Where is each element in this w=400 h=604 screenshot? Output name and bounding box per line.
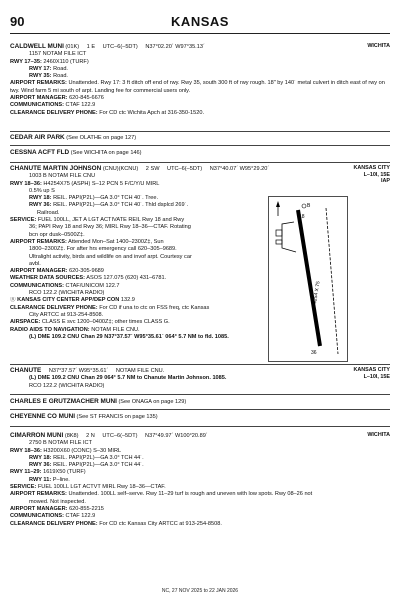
airport-name[interactable]: CALDWELL MUNI <box>10 43 64 50</box>
entry-cedar: CEDAR AIR PARK (See OLATHE on page 127) <box>10 134 137 141</box>
divider <box>10 409 390 410</box>
page-footer: NC, 27 NOV 2025 to 22 JAN 2026 <box>161 588 239 594</box>
divider <box>10 131 390 132</box>
beacon-icon <box>302 204 306 208</box>
r-symbol-icon: Ⓡ <box>10 297 16 304</box>
airport-name[interactable]: CIMARRON MUNI <box>10 432 64 439</box>
building <box>276 240 282 244</box>
page-header <box>10 14 390 30</box>
divider <box>10 145 390 146</box>
entry-charles: CHARLES E GRUTZMACHER MUNI (See ONAGA on page 129) <box>10 398 187 405</box>
divider <box>10 426 390 427</box>
entry-cimarron: CIMARRON MUNI (8K8) 2 N UTC–6(–5DT) N37°49.97´ W100°20.89´ WICHITA 2750 B NOTAM FILE ICT RWY 18–36: H3200X60 (CONC) S–30 MIRL RWY 18: REIL. PAPI(P2L)—GA 3.0° TCH 44´. RWY 36: REIL. PAPI(P2L)—GA 3.0° TCH 44´. RWY 11–29: 1619X50 (TURF) RWY 11: P–line. SERVICE: FUEL 100LL LGT ACTVT MIRL Rwy 18–36—CTAF. AIRPORT REMARKS: Unattended. 100LL self–serve. Rwy 11–29 turf is rough and uneven with low spots. Rwy 08–26 not mowed. Not inspected. AIRPORT MANAGER: 620-855-2215 COMMUNICATIONS: CTAF 122.9 CLEARANCE DELIVERY PHONE: For CD ctc Kansas City ARTCC at 913-254-8508. <box>10 432 390 527</box>
entry-caldwell: CALDWELL MUNI (01K) 1 E UTC–6(–5DT) N37°02.20´ W97°35.13´ WICHITA 1157 NOTAM FILE ICT RWY 17–35: 2460X110 (TURF) RWY 17: Road. RWY 35: Road. AIRPORT REMARKS: Unattended. Rwy 17: 3 ft ditch off end of rwy. Rwy 35, south 300 ft of rwy rough. 18" by 140´ metal culvert in ditch east of rwy on twy. Wind farm 5 mi south of arpt. Landing fee for commercial users only. AIRPORT MANAGER: 620-845-6676 COMMUNICATIONS: CTAF 122.9 CLEARANCE DELIVERY PHONE: For CD ctc Wichita Apch at 316-350-1520. <box>10 43 390 116</box>
airport-name[interactable]: CHANUTE MARTIN JOHNSON <box>10 165 102 172</box>
entry-chanute-martin-johnson: CHANUTE MARTIN JOHNSON (CNU)(KCNU) 2 SW UTC–6(–5DT) N37°40.07´ W95°29.20´ KANSAS CITY L–10I, 15E IAP 1003 B NOTAM FILE CNU RWY 18–36: H4254X75 (ASPH) S–12 PCN 5 F/C/Y/U MIRL 0.5% up S RWY 18: REIL. PAPI(P2L)—GA 3.0° TCH 40´. Tree. RWY 36: REIL. PAPI(P2L)—GA 3.0° TCH 40´. Thld dsplcd 269´. Railroad. SERVICE: FUEL 100LL, JET A LGT ACTIVATE REIL Rwy 18 and Rwy 36; PAPI Rwy 18 and Rwy 36; MIRL Rwy 18–36—CTAF. Rotating bcn opr dusk–0500Z‡. AIRPORT REMARKS: Attended Mon–Sat 1400–2300Z‡, Sun 1800–2300Z‡. For after hrs emergency call 620–305–9689. Ultralight activity, birds and wildlife on and invof arpt. Courtesy car avbl. AIRPORT MANAGER: 620-305-9689 WEATHER DATA SOURCES: ASOS 127.075 (620) 431–6781. COMMUNICATIONS: CTAF/UNICOM 122.7 RCO 122.2 (WICHITA RADIO) Ⓡ KANSAS CITY CENTER APP/DEP CON 132.9 CLEARANCE DELIVERY PHONE: For CD if una to ctc on FSS freq, ctc Kansas City ARTCC at 913-254-8508. AIRSPACE: CLASS E svc 1200–0400Z‡; other times CLASS G. RADIO AIDS TO NAVIGATION: NOTAM FILE CNU. (L) DME 109.2 CNU Chan 29 N37°37.57´ W95°35.61´ 064° 5.7 NM to fld. 1085. <box>10 165 390 340</box>
page-number: 90 <box>10 14 25 29</box>
entry-cessna: CESSNA ACFT FLD (See WICHITA on page 146) <box>10 149 142 156</box>
entry-chanute: CHANUTE N37°37.57´ W95°35.61´ NOTAM FILE CNU. KANSAS CITY L–10I, 15E (L) DME 109.2 CNU Chan 29 064° 5.7 NM to Chanute Martin Johnson. 1085. RCO 122.2 (WICHITA RADIO) <box>10 367 390 389</box>
north-arrow-head-icon <box>276 201 280 207</box>
runway-end-36: 36 <box>311 350 317 356</box>
airport-name[interactable]: CESSNA ACFT FLD <box>10 149 70 156</box>
region-tag: WICHITA <box>367 43 390 49</box>
airport-name[interactable]: CHARLES E GRUTZMACHER MUNI <box>10 398 117 405</box>
airport-diagram <box>268 196 348 362</box>
beacon-label: B <box>307 203 311 209</box>
airport-name[interactable]: CHEYENNE CO MUNI <box>10 413 75 420</box>
divider <box>10 162 390 163</box>
airport-name[interactable]: CEDAR AIR PARK <box>10 134 65 141</box>
header-rule <box>10 33 390 34</box>
divider <box>10 394 390 395</box>
state-title: KANSAS <box>171 14 229 29</box>
region-tag: KANSAS CITY L–10I, 15E <box>353 367 390 380</box>
railroad <box>326 208 338 354</box>
entry-cheyenne: CHEYENNE CO MUNI (See ST FRANCIS on page 135) <box>10 413 158 420</box>
region-tag: KANSAS CITY L–10I, 15E IAP <box>353 165 390 185</box>
navaid-name[interactable]: CHANUTE <box>10 367 42 374</box>
runway-dimension-label: 4254 X 75 <box>312 280 322 305</box>
apron <box>282 222 296 252</box>
building <box>276 230 282 236</box>
runway-end-18: 18 <box>299 214 305 220</box>
divider <box>10 364 390 365</box>
region-tag: WICHITA <box>367 432 390 438</box>
runway-18-36 <box>298 210 320 346</box>
